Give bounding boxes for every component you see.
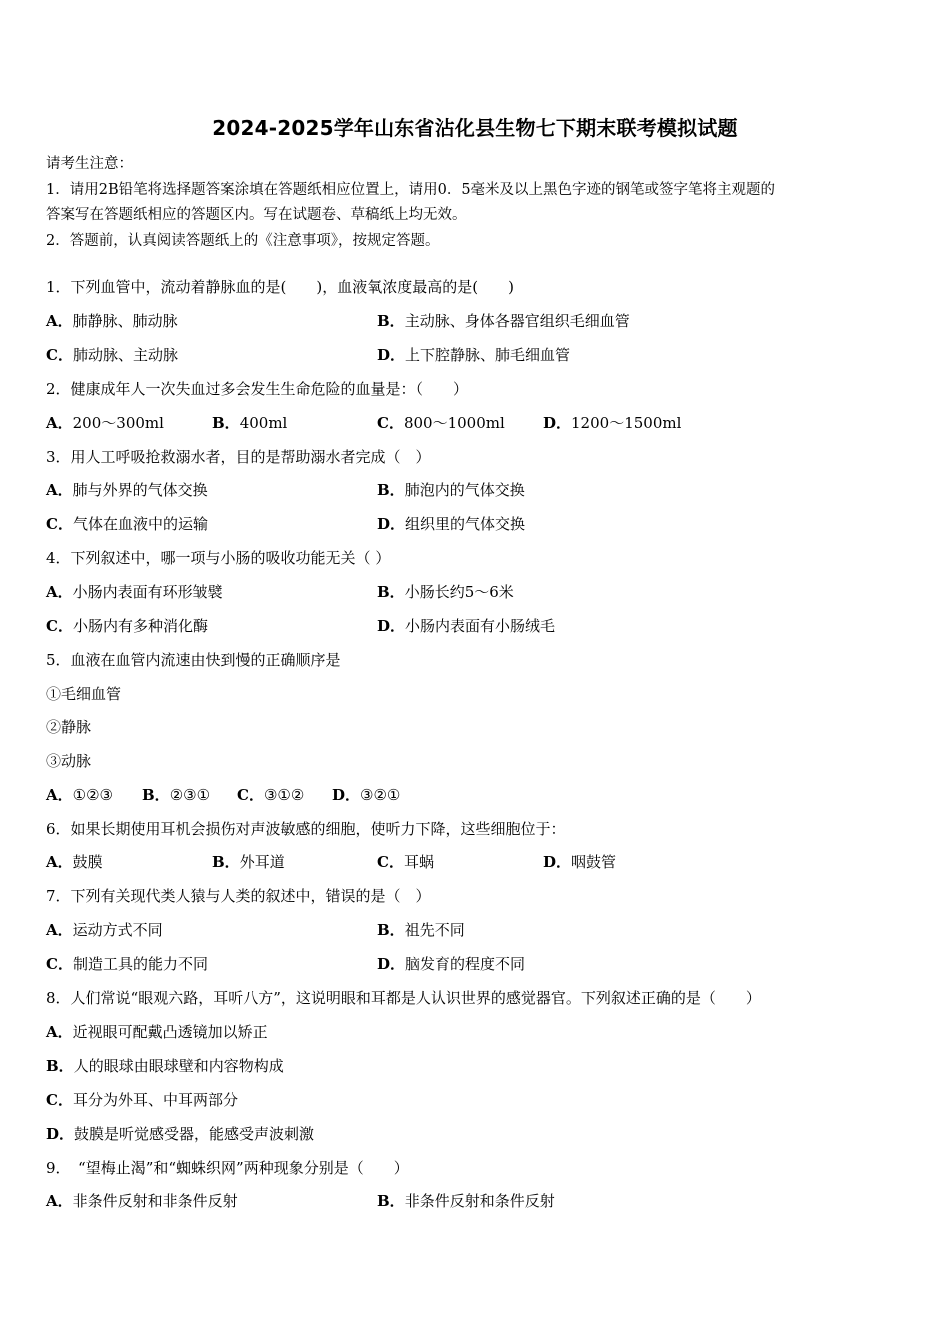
page-title: 2024-2025学年山东省沾化县生物七下期末联考模拟试题 (212, 116, 738, 140)
question-6-stem: 6．如果长期使用耳机会损伤对声波敏感的细胞，使听力下降，这些细胞位于： (46, 820, 566, 838)
question-8-option-d: D．鼓膜是听觉感受器，能感受声波刺激 (46, 1125, 315, 1143)
question-4-option-b: B．小肠长约5～6米 (377, 583, 514, 601)
notice-heading: 请考生注意： (46, 156, 133, 172)
question-2-option-a: A．200～300ml (46, 414, 164, 432)
question-7-stem: 7．下列有关现代类人猿与人类的叙述中，错误的是（ ） (46, 887, 431, 905)
question-1-option-d: D．上下腔静脉、肺毛细血管 (377, 346, 571, 364)
question-4-stem: 4．下列叙述中，哪一项与小肠的吸收功能无关（ ） (46, 549, 391, 567)
question-3-option-d: D．组织里的气体交换 (377, 515, 526, 533)
question-5-option-b: B．②③① (142, 786, 211, 804)
question-2-option-c: C．800～1000ml (377, 414, 505, 432)
notice-item-1-line-2: 答案写在答题纸相应的答题区内。写在试题卷、草稿纸上均无效。 (46, 207, 467, 223)
question-7-option-a: A．运动方式不同 (46, 921, 163, 939)
notice-block (46, 152, 906, 254)
question-6-option-a: A．鼓膜 (46, 853, 103, 871)
question-9-stem: 9． “望梅止渴”和“蜘蛛织网”两种现象分别是（ ） (46, 1159, 409, 1177)
question-8-option-a: A．近视眼可配戴凸透镜加以矫正 (46, 1023, 268, 1041)
question-5-item-3: ③动脉 (46, 752, 92, 770)
question-8-stem: 8．人们常说“眼观六路，耳听八方”，这说明眼和耳都是人认识世界的感觉器官。下列叙述正确的是（ ） (46, 989, 761, 1007)
question-2-option-b: B．400ml (212, 414, 288, 432)
question-3-option-a: A．肺与外界的气体交换 (46, 481, 208, 499)
question-6-option-b: B．外耳道 (212, 853, 285, 871)
question-6-option-d: D．咽鼓管 (543, 853, 617, 871)
question-3-option-b: B．肺泡内的气体交换 (377, 481, 525, 499)
question-4-option-a: A．小肠内表面有环形皱襞 (46, 583, 223, 601)
question-5-option-c: C．③①② (237, 786, 305, 804)
question-5-stem: 5．血液在血管内流速由快到慢的正确顺序是 (46, 651, 341, 669)
question-9-option-a: A．非条件反射和非条件反射 (46, 1192, 238, 1210)
question-7-option-d: D．脑发育的程度不同 (377, 955, 526, 973)
question-5-item-2: ②静脉 (46, 718, 92, 736)
question-1-option-c: C．肺动脉、主动脉 (46, 346, 178, 364)
question-8-option-b: B．人的眼球由眼球壁和内容物构成 (46, 1057, 284, 1075)
question-8-option-c: C．耳分为外耳、中耳两部分 (46, 1091, 238, 1109)
question-7-option-b: B．祖先不同 (377, 921, 465, 939)
question-2-option-d: D．1200～1500ml (543, 414, 682, 432)
question-5-option-d: D．③②① (332, 786, 401, 804)
question-5-option-a: A．①②③ (46, 786, 113, 804)
question-1-stem: 1．下列血管中，流动着静脉血的是( )，血液氧浓度最高的是( ) (46, 278, 514, 296)
notice-item-1-line-1: 1．请用2B铅笔将选择题答案涂填在答题纸相应位置上，请用0．5毫米及以上黑色字迹的钢笔或签字笔将主观题的 (46, 181, 776, 198)
question-7-option-c: C．制造工具的能力不同 (46, 955, 208, 973)
question-1-option-b: B．主动脉、身体各器官组织毛细血管 (377, 312, 630, 330)
question-4-option-c: C．小肠内有多种消化酶 (46, 617, 208, 635)
question-3-stem: 3．用人工呼吸抢救溺水者，目的是帮助溺水者完成（ ） (46, 448, 431, 466)
question-3-option-c: C．气体在血液中的运输 (46, 515, 208, 533)
question-6-option-c: C．耳蜗 (377, 853, 434, 871)
notice-item-2: 2．答题前，认真阅读答题纸上的《注意事项》，按规定答题。 (46, 232, 440, 249)
question-5-item-1: ①毛细血管 (46, 685, 122, 703)
question-1-option-a: A．肺静脉、肺动脉 (46, 312, 178, 330)
question-4-option-d: D．小肠内表面有小肠绒毛 (377, 617, 556, 635)
question-2-stem: 2．健康成年人一次失血过多会发生生命危险的血量是：（ ） (46, 380, 469, 398)
question-9-option-b: B．非条件反射和条件反射 (377, 1192, 555, 1210)
